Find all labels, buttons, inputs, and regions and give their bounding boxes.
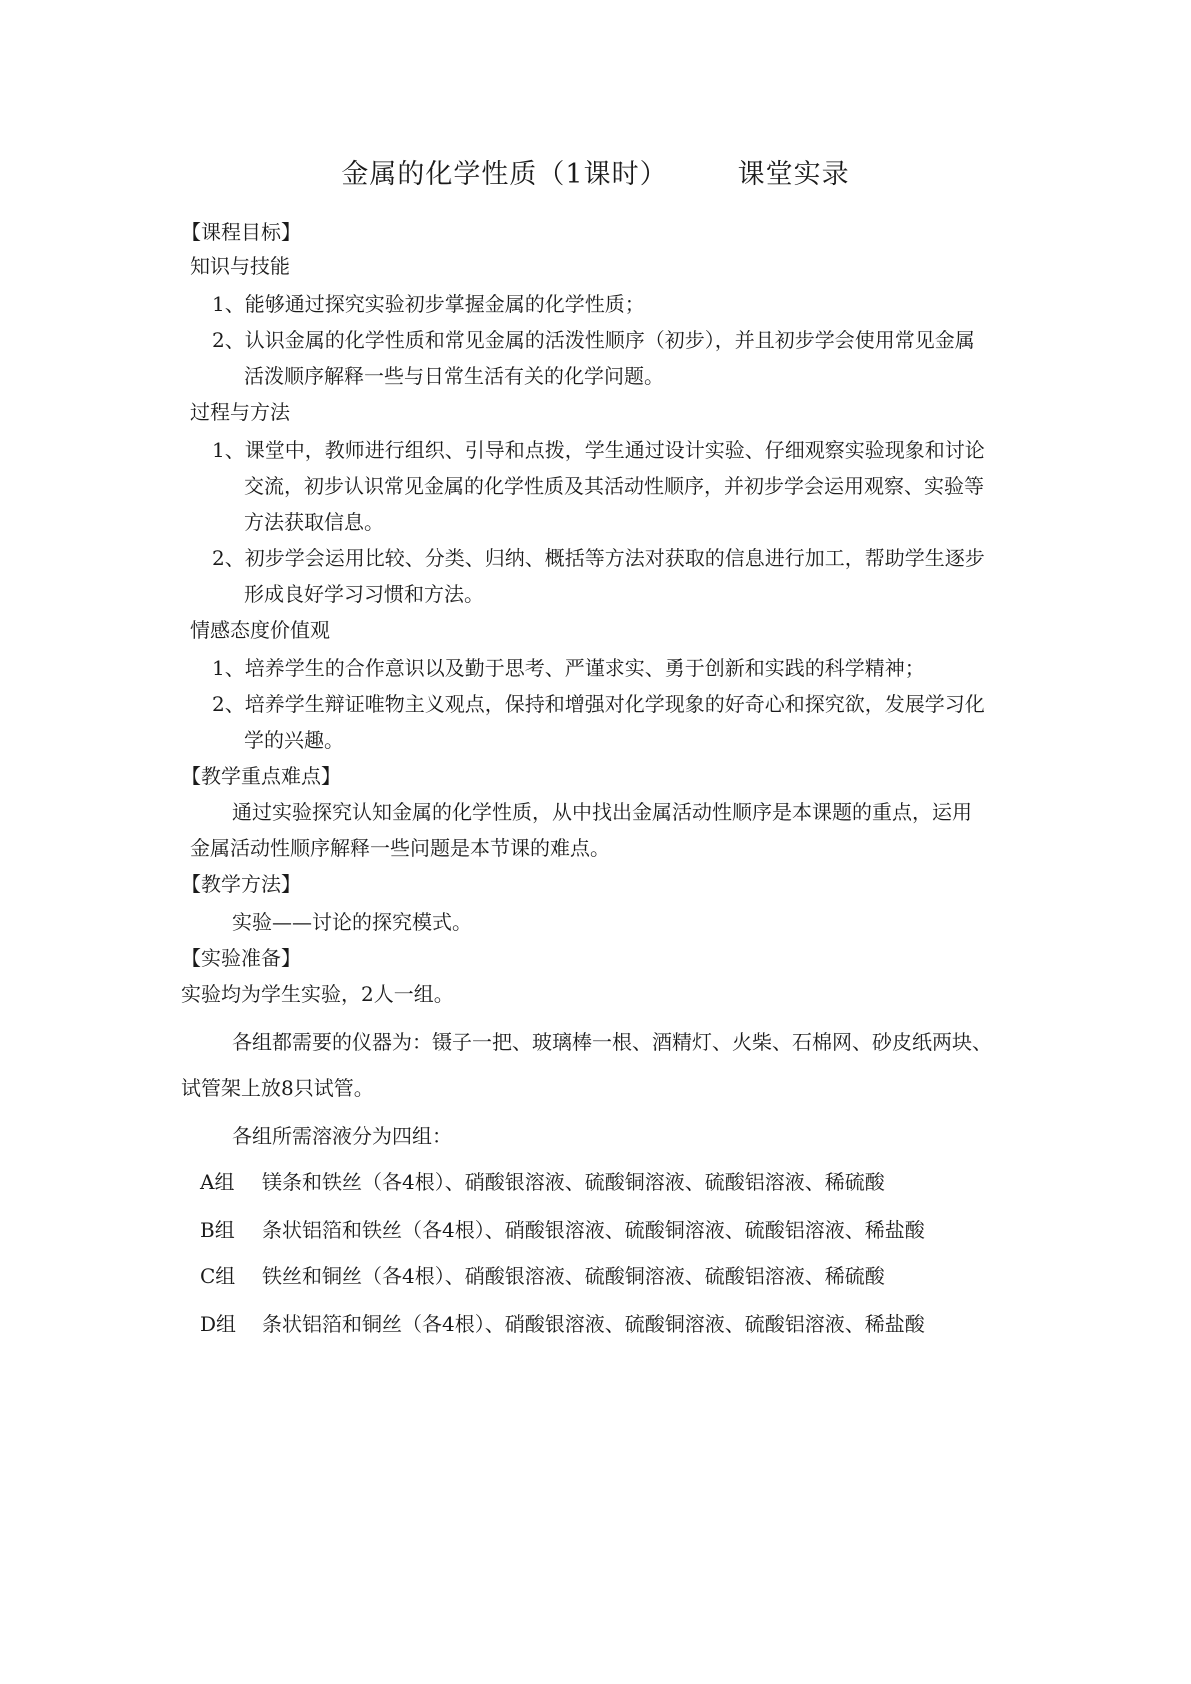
prep-heading: 【实验准备】: [181, 946, 301, 970]
group-row-b: [200, 1216, 925, 1244]
prep-text: 实验均为学生实验，2人一组。: [181, 982, 454, 1006]
solutions-intro: 各组所需溶液分为四组：: [232, 1124, 452, 1148]
objectives-heading: 【课程目标】: [181, 220, 301, 244]
emotion-item-2-cont: 学的兴趣。: [244, 728, 344, 752]
knowledge-item-2-cont: 活泼顺序解释一些与日常生活有关的化学问题。: [244, 364, 664, 388]
title-main: 金属的化学性质（1课时）: [341, 159, 668, 190]
knowledge-item-1: 1、能够通过探究实验初步掌握金属的化学性质；: [212, 292, 645, 316]
emotion-item-1: 1、培养学生的合作意识以及勤于思考、严谨求实、勇于创新和实践的科学精神；: [212, 656, 925, 680]
keypoints-text-cont: 金属活动性顺序解释一些问题是本节课的难点。: [190, 836, 610, 860]
keypoints-heading: 【教学重点难点】: [181, 764, 341, 788]
group-text: 镁条和铁丝（各4根）、硝酸银溶液、硫酸铜溶液、硫酸铝溶液、稀硫酸: [262, 1170, 885, 1194]
group-text: 铁丝和铜丝（各4根）、硝酸银溶液、硫酸铜溶液、硫酸铝溶液、稀硫酸: [262, 1264, 885, 1288]
group-label: A组: [200, 1170, 235, 1194]
process-item-1-cont: 交流，初步认识常见金属的化学性质及其活动性顺序，并初步学会运用观察、实验等: [244, 474, 984, 498]
group-row-a: [200, 1168, 885, 1196]
process-heading: 过程与方法: [190, 400, 290, 424]
method-heading: 【教学方法】: [181, 872, 301, 896]
knowledge-heading: 知识与技能: [190, 254, 290, 278]
process-item-2: 2、初步学会运用比较、分类、归纳、概括等方法对获取的信息进行加工，帮助学生逐步: [212, 546, 985, 570]
method-text: 实验——讨论的探究模式。: [232, 910, 472, 934]
group-label: D组: [200, 1312, 237, 1336]
instruments-text-cont: 试管架上放8只试管。: [181, 1076, 374, 1100]
group-row-d: [200, 1310, 925, 1338]
knowledge-item-2: 2、认识金属的化学性质和常见金属的活泼性顺序（初步），并且初步学会使用常见金属: [212, 328, 975, 352]
process-item-1-cont2: 方法获取信息。: [244, 510, 384, 534]
group-text: 条状铝箔和铁丝（各4根）、硝酸银溶液、硫酸铜溶液、硫酸铝溶液、稀盐酸: [262, 1218, 925, 1242]
process-item-2-cont: 形成良好学习习惯和方法。: [244, 582, 484, 606]
page-title: [0, 152, 1191, 191]
keypoints-text: 通过实验探究认知金属的化学性质，从中找出金属活动性顺序是本课题的重点，运用: [232, 800, 972, 824]
emotion-heading: 情感态度价值观: [190, 618, 330, 642]
instruments-text: 各组都需要的仪器为：镊子一把、玻璃棒一根、酒精灯、火柴、石棉网、砂皮纸两块、: [232, 1030, 992, 1054]
process-item-1: 1、课堂中，教师进行组织、引导和点拨，学生通过设计实验、仔细观察实验现象和讨论: [212, 438, 985, 462]
title-suffix: 课堂实录: [737, 159, 850, 190]
group-text: 条状铝箔和铜丝（各4根）、硝酸银溶液、硫酸铜溶液、硫酸铝溶液、稀盐酸: [262, 1312, 925, 1336]
emotion-item-2: 2、培养学生辩证唯物主义观点，保持和增强对化学现象的好奇心和探究欲，发展学习化: [212, 692, 985, 716]
group-row-c: [200, 1262, 885, 1290]
group-label: B组: [200, 1218, 235, 1242]
group-label: C组: [200, 1264, 236, 1288]
